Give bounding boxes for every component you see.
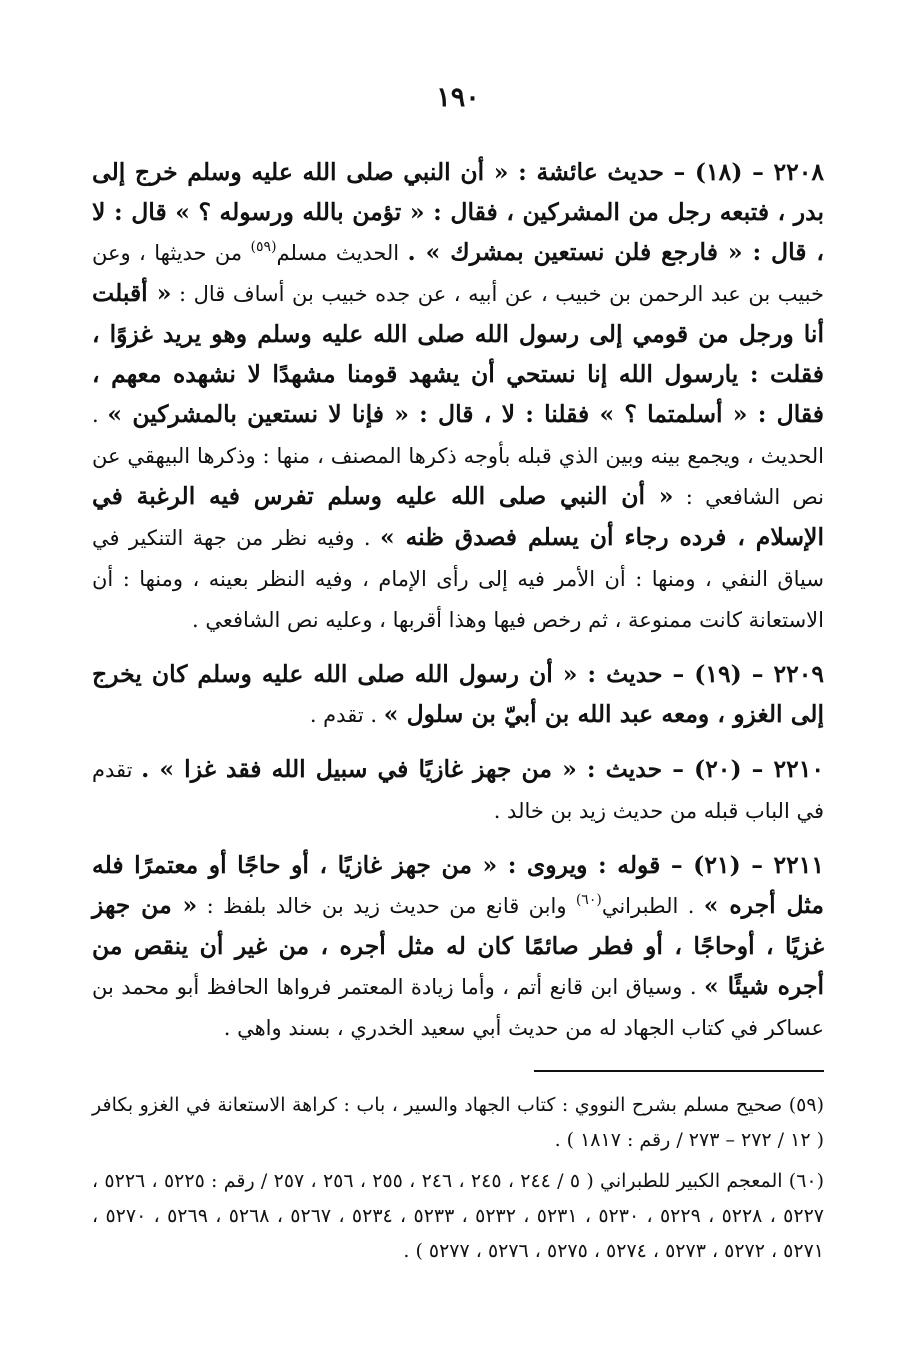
hadith-text: ٢٢٠٨ – (١٨) – حديث عائشة : « أن النبي صلى الله عليه وسلم خرج إلى بدر ، فتبعه رجل من المشركين ، فقال : « تؤمن بالله ورسوله ؟ » قال : لا ، قال : « فارجع فلن نستعين بمشرك » . <box>92 158 824 266</box>
entry-2210 <box>92 749 824 831</box>
hadith-text: ٢٢١٠ – (٢٠) – حديث : « من جهز غازيًا في سبيل الله فقد غزا » . <box>141 755 825 783</box>
commentary-text: الحديث مسلم <box>276 241 408 265</box>
hadith-text: « من جهز غزيًا ، أوحاجًا ، أو فطر صائمًا كان له مثل أجره ، من غير أن ينقص من أجره شيئًا » <box>92 891 824 1000</box>
entry-2211 <box>92 845 824 1048</box>
footnote-ref: (٥٩) <box>250 239 277 256</box>
commentary-text: . تقدم . <box>309 703 384 727</box>
page-number: ١٩٠ <box>436 82 480 113</box>
commentary-text: تقدم في الباب قبله من حديث زيد بن خالد . <box>92 758 824 823</box>
footnotes <box>92 1088 824 1275</box>
hadith-text: ٢٢٠٩ – (١٩) – حديث : « أن رسول الله صلى الله عليه وسلم كان يخرج إلى الغزو ، ومعه عبد الله بن أبيّ بن سلول » <box>92 660 825 728</box>
entry-2209 <box>92 654 824 735</box>
commentary-text: من حديثها ، وعن خبيب بن عبد الرحمن بن خبيب ، عن أبيه ، عن جده خبيب بن أساف قال : <box>92 241 825 306</box>
footnote-ref: (٦٠) <box>575 892 602 909</box>
hadith-text: ٢٢١١ – (٢١) – قوله : ويروى : « من جهز غازيًا ، أو حاجًا أو معتمرًا فله مثل أجره » <box>92 851 824 919</box>
entry-2208 <box>92 152 824 640</box>
footnote-59: (٥٩) صحيح مسلم بشرح النووي : كتاب الجهاد والسير ، باب : كراهة الاستعانة في الغزو بكافر ( ١٢ / ٢٧٢ – ٢٧٣ / رقم : ١٨١٧ ) . <box>92 1094 824 1151</box>
commentary-text: وابن قانع من حديث زيد بن خالد بلفظ : <box>197 894 576 918</box>
footnote-60: (٦٠) المعجم الكبير للطبراني ( ٥ / ٢٤٤ ، ٢٤٥ ، ٢٤٦ ، ٢٥٥ ، ٢٥٦ ، ٢٥٧ / رقم : ٥٢٢٥ ، ٥٢٢٦ ، ٥٢٢٧ ، ٥٢٢٨ ، ٥٢٢٩ ، ٥٢٣٠ ، ٥٢٣١ ، ٥٢٣٢ ، ٥٢٣٣ ، ٥٢٣٤ ، ٥٢٦٧ ، ٥٢٦٨ ، ٥٢٦٩ ، ٥٢٧٠ ، ٥٢٧١ ، ٥٢٧٢ ، ٥٢٧٣ ، ٥٢٧٤ ، ٥٢٧٥ ، ٥٢٧٦ ، ٥٢٧٧ ) . <box>92 1170 825 1262</box>
main-text <box>92 152 824 1062</box>
commentary-text: . الحديث ، ويجمع بينه وبين الذي قبله بأوجه ذكرها المصنف ، منها : وذكرها البيهقي عن نص الشافعي : <box>92 403 824 509</box>
commentary-text: . الطبراني <box>601 894 704 918</box>
commentary-text: . وفيه نظر من جهة التنكير في سياق النفي ، ومنها : أن الأمر فيه إلى رأى الإمام ، وفيه النظر بعينه ، ومنها : أن الاستعانة كانت ممنوعة ، ثم رخص فيها وهذا أقربها ، وعليه نص الشافعي . <box>92 526 824 632</box>
book-page <box>92 0 824 1361</box>
commentary-text: . وسياق ابن قانع أتم ، وأما زيادة المعتمر فرواها الحافظ أبو محمد بن عساكر في كتاب الجهاد له من حديث أبي سعيد الخدري ، بسند واهي . <box>92 975 824 1040</box>
hadith-text: « أقبلت أنا ورجل من قومي إلى رسول الله صلى الله عليه وسلم وهو يريد غزوًا ، فقلت : يارسول الله إنا نستحي أن يشهد قومنا مشهدًا لا نشهده معهم ، فقال : « أسلمتما ؟ » فقلنا : لا ، قال : « فإنا لا نستعين بالمشركين » <box>92 279 824 428</box>
footnote-divider <box>534 1070 824 1072</box>
hadith-text: « أن النبي صلى الله عليه وسلم تفرس فيه الرغبة في الإسلام ، فرده رجاء أن يسلم فصدق ظنه » <box>92 482 824 551</box>
